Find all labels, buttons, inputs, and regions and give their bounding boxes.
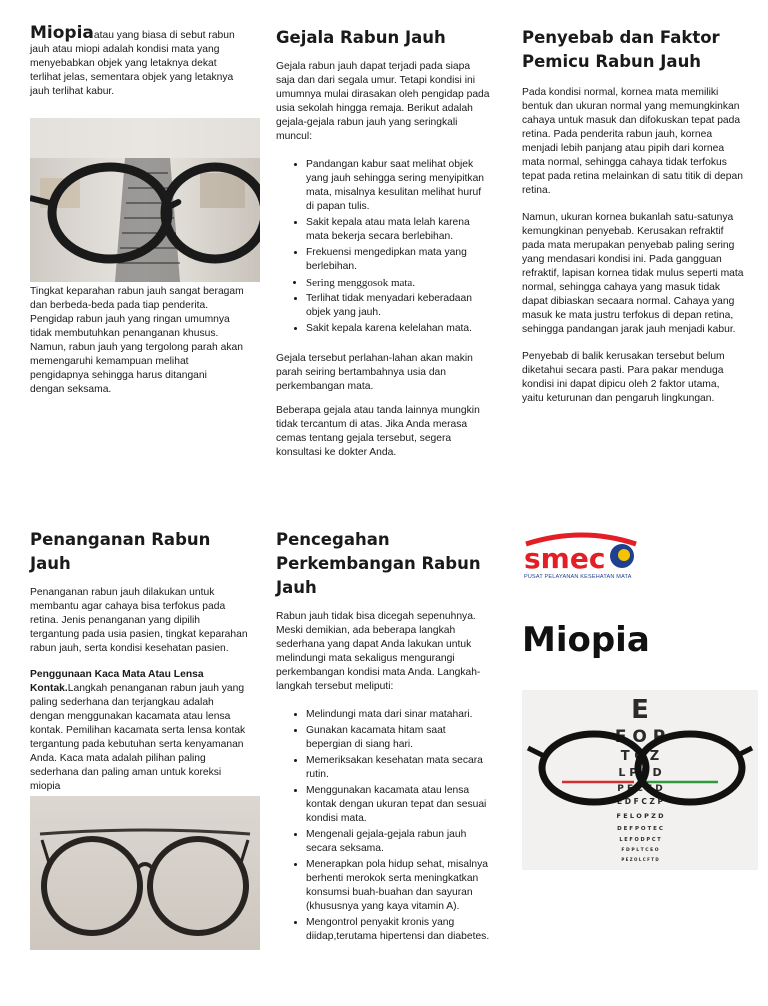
chart-row-6: E D F C Z P [617,797,663,806]
logo-wordmark: smec [524,542,606,575]
cover-title: Miopia [522,620,650,660]
chart-row-5: P E C F D [617,784,663,794]
symptoms-intro: Gejala rabun jauh dapat terjadi pada siapa saja dan dari segala umur. Tetapi kondisi ini umumnya mulai dirasakan oleh pengidap pada usia sekolah hingga remaja. Berikut adalah gejala-gejala rabun jauh yang seringkali muncul: [276,61,490,142]
list-item: • Mengenali gejala-gejala rabun jauh secara seksama. [306,828,494,856]
prevention-heading: Pencegahan Perkembangan Rabun Jauh [276,530,481,597]
chart-row-10: F D P L T C E O [621,848,659,853]
eyeglasses-photo [30,796,260,950]
treatment-text: Langkah penanganan rabun jauh yang paling sederhana dan terjangkau adalah dengan menggunakan kacamata atau lensa kontak. Pemilihan kacamata serta lensa kontak tergantung pada kebutuhan serta kenyamanan Anda. Kaca mata adalah pilihan paling sederhana dan paling aman untuk koreksi miopia [30,683,246,792]
intro-text: atau yang biasa di sebut rabun jauh atau miopi adalah kondisi mata yang menyebabkan objek yang letaknya dekat terlihat jelas, sementara objek yang letaknya jauh terlihat kabur. [30,30,235,97]
symptoms-paragraph-3: Beberapa gejala atau tanda lainnya mungkin tidak tercantum di atas. Jika Anda merasa cemas tentang gejala tersebut, segera konsultasi ke dokter Anda. [276,405,480,458]
treatment-paragraph-1: Penanganan rabun jauh dilakukan untuk membantu agar cahaya bisa terfokus pada retina. Jenis penanganan yang dipilih tergantung pada usia pasien, tingkat keparahan rabun jauh, serta kondisi kesehatan pasien. [30,587,248,654]
glasses-escalator-photo [30,118,260,282]
symptoms-list [276,158,490,336]
symptoms-heading: Gejala Rabun Jauh [276,28,446,47]
chart-row-7: F E L O P Z D [616,812,664,820]
chart-row-9: L E F O D P C T [619,837,661,843]
treatment-bold-lead: Penggunaan Kaca Mata Atau Lensa Kontak. [30,669,204,694]
causes-heading: Penyebab dan Faktor Pemicu Rabun Jauh [522,28,720,71]
smec-logo [522,530,642,582]
list-item: • Melindungi mata dari sinar matahari. [306,708,494,722]
list-item: • Sakit kepala atau mata lelah karena mata bekerja secara berlebihan. [306,216,490,244]
list-item: • Menggunakan kacamata atau lensa kontak dengan ukuran tepat dan sesuai kondisi mata. [306,784,494,826]
column-severity [30,285,244,407]
eye-chart-photo [522,690,758,870]
column-symptoms [276,26,490,470]
chart-row-11: P E Z O L C F T D [621,857,659,862]
list-item: • Sering menggosok mata. [306,276,490,290]
chart-row-4: L P E D [618,766,662,779]
list-item: • Memeriksakan kesehatan mata secara rutin. [306,754,494,782]
causes-paragraph-2: Namun, ukuran kornea bukanlah satu-satunya kemungkinan penyebab. Kerusakan refraktif pada mata merupakan penyebab paling sering yang mendasari kondisi ini. Pada gangguan refraktif, lapisan kornea tidak mulus seperti mata normal, sehingga cahaya yang masuk tidak dapat dibiaskan secaara normal. Cahaya yang masuk ke mata justru terfokus di depan retina, sehingga pandangan jarak jauh menjadi kabur. [522,212,744,335]
list-item: • Terlihat tidak menyadari keberadaan objek yang jauh. [306,292,490,320]
chart-row-1: E [631,695,649,725]
causes-paragraph-1: Pada kondisi normal, kornea mata memiliki bentuk dan ukuran normal yang memungkinkan cahaya untuk masuk dan difokuskan tepat pada retina. Pada penderita rabun jauh, kornea menjadi lebih panjang atau pipih dari kornea mata normal, sehingga cahaya tidak terfokus tepat pada retina melainkan di satu titik di depan retina. [522,87,743,196]
column-treatment [30,528,248,804]
treatment-heading: Penanganan Rabun Jauh [30,530,211,573]
list-item: • Sakit kepala karena kelelahan mata. [306,322,490,336]
chart-row-8: D E F P O T E C [617,826,663,832]
miopia-lead: Miopia [30,23,94,43]
list-item: • Pandangan kabur saat melihat objek yang jauh sehingga sering menyipitkan mata, misalnya kesulitan melihat huruf di papan tulis. [306,158,490,214]
causes-paragraph-3: Penyebab di balik kerusakan tersebut belum diketahui secara pasti. Para pakar menduga kondisi ini dapat dipicu oleh 2 faktor utama, yaitu keturunan dan pengaruh lingkungan. [522,351,725,404]
column-causes [522,26,744,416]
logo-subtitle: PUSAT PELAYANAN KESEHATAN MATA [524,574,632,580]
prevention-intro: Rabun jauh tidak bisa dicegah sepenuhnya. Meski demikian, ada beberapa langkah sederhana yang dapat Anda lakukan untuk melindungi mata sekaligus mengurangi perkembangan kondisi mata Anda. Langkah-langkah tersebut meliputi: [276,611,481,692]
column-prevention [276,528,494,954]
severity-paragraph: Tingkat keparahan rabun jauh sangat beragam dan berbeda-beda pada tiap penderita. Pengidap rabun jauh yang ringan umumnya tidak membutuhkan penanganan khusus. Namun, rabun jauh yang tergolong parah akan memengaruhi kemampuan melihat pengidapnya sehingga harus ditangani dengan seksama. [30,286,244,395]
intro-paragraph [30,23,242,99]
column-intro [30,23,242,99]
list-item: • Menerapkan pola hidup sehat, misalnya berhenti merokok serta meningkatkan konsumsi buah-buahan dan sayuran (khususnya yang kaya vitamin A). [306,858,494,914]
chart-row-2: F O P [614,727,666,747]
prevention-list [276,708,494,944]
symptoms-paragraph-2: Gejala tersebut perlahan-lahan akan makin parah seiring bertambahnya usia dan perkembangan mata. [276,353,473,392]
treatment-paragraph-2 [30,668,248,794]
chart-row-3: T O Z [620,749,660,764]
list-item: • Mengontrol penyakit kronis yang diidap,terutama hipertensi dan diabetes. [306,916,494,944]
list-item: • Gunakan kacamata hitam saat bepergian di siang hari. [306,724,494,752]
list-item: • Frekuensi mengedipkan mata yang berlebihan. [306,246,490,274]
